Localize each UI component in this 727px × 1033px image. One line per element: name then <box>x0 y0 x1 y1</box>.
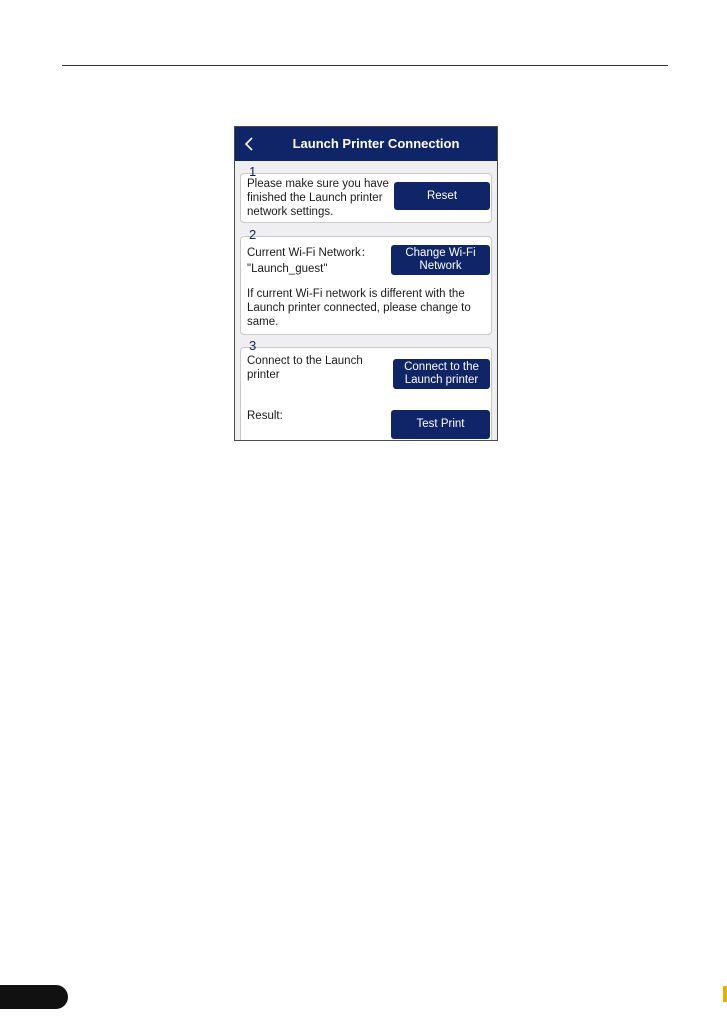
step-1-line: Please make sure you have <box>247 178 389 190</box>
app-screen <box>234 126 498 441</box>
step-3-text <box>247 354 363 382</box>
connect-printer-button-line: Connect to the <box>404 361 479 373</box>
change-wifi-button[interactable] <box>391 245 490 275</box>
network-value: "Launch_guest" <box>247 263 328 275</box>
step-2-number: 2 <box>249 227 257 242</box>
network-label: Current Wi-Fi Network： <box>247 247 373 259</box>
step-1-card <box>240 164 492 223</box>
step-1-line: network settings. <box>247 206 334 218</box>
change-wifi-button-line: Change Wi-Fi <box>405 247 476 259</box>
test-print-button[interactable]: Test Print <box>391 410 490 439</box>
step-3-number: 3 <box>249 338 257 353</box>
step-3-card <box>240 338 492 441</box>
chevron-left-icon[interactable] <box>243 136 257 152</box>
current-network-info <box>247 246 372 276</box>
step-1-line: finished the Launch printer <box>247 192 383 204</box>
network-note <box>247 287 471 329</box>
page-edge-marker <box>723 986 727 1002</box>
page-header-rule <box>62 65 668 66</box>
change-wifi-button-line: Network <box>419 260 462 272</box>
title-bar <box>235 127 497 161</box>
network-note-line: If current Wi-Fi network is different with the <box>247 288 465 300</box>
step-1-text <box>247 177 389 219</box>
network-note-line: same. <box>247 316 279 328</box>
network-note-line: Launch printer connected, please change to <box>247 302 471 314</box>
step-3-line: Connect to the Launch <box>247 355 363 367</box>
step-2-card <box>240 227 492 335</box>
step-1-number: 1 <box>249 164 257 179</box>
connect-printer-button[interactable] <box>393 359 490 389</box>
page-number-tab <box>0 985 68 1009</box>
result-label: Result: <box>247 410 283 422</box>
connect-printer-button-line: Launch printer <box>404 374 479 386</box>
reset-button[interactable]: Reset <box>394 182 490 210</box>
step-3-line: printer <box>247 369 280 381</box>
page-title: Launch Printer Connection <box>292 136 460 151</box>
